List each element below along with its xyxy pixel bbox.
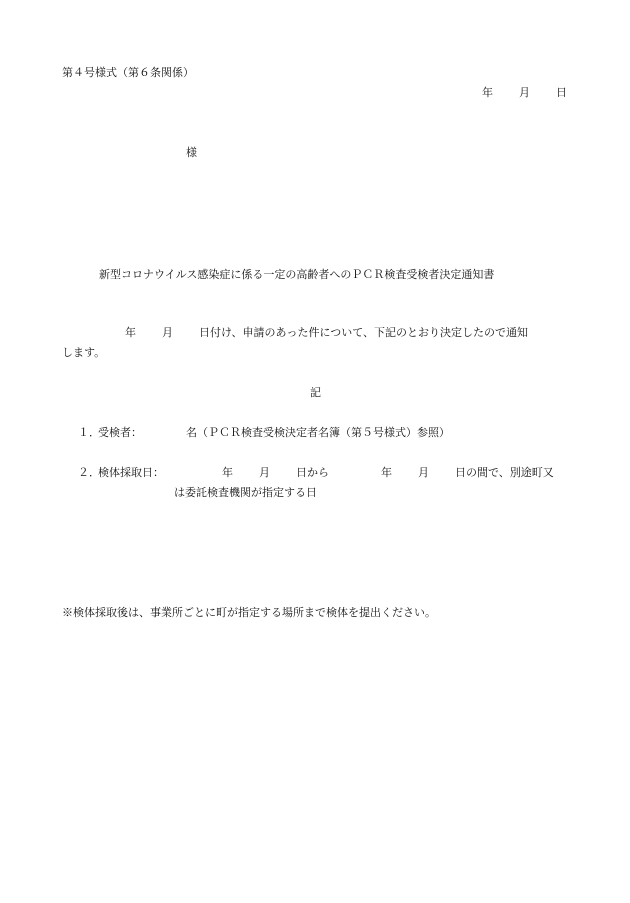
date-day-label: 日 bbox=[556, 86, 567, 99]
item2-from-day: 日から bbox=[296, 466, 329, 479]
item1-number: １． bbox=[78, 426, 100, 439]
date-year-label: 年 bbox=[482, 86, 493, 99]
date-month-label: 月 bbox=[519, 86, 530, 99]
body-line2: します。 bbox=[62, 346, 106, 359]
item2-from-year: 年 bbox=[222, 466, 233, 479]
document-title: 新型コロナウイルス感染症に係る一定の高齢者へのＰＣＲ検査受検者決定通知書 bbox=[99, 268, 495, 281]
body-line1: 日付け、申請のあった件について、下記のとおり決定したので通知 bbox=[199, 326, 529, 339]
item2-to-month: 月 bbox=[418, 466, 429, 479]
addressee-suffix: 様 bbox=[186, 146, 197, 159]
body-year-label: 年 bbox=[125, 326, 136, 339]
form-number: 第４号様式（第６条関係） bbox=[62, 66, 194, 79]
item2-from-month: 月 bbox=[259, 466, 270, 479]
item2-label: 検体採取日： bbox=[98, 466, 164, 479]
item2-to-day: 日の間で、別途町又 bbox=[455, 466, 554, 479]
ki-heading: 記 bbox=[310, 386, 321, 399]
item1-label: 受検者： bbox=[98, 426, 142, 439]
footer-note: ※検体採取後は、事業所ごとに町が指定する場所まで検体を提出ください。 bbox=[62, 606, 436, 619]
item1-text: 名（ＰＣＲ検査受検決定者名簿（第５号様式）参照） bbox=[186, 426, 450, 439]
item2-line2: は委託検査機関が指定する日 bbox=[174, 486, 317, 499]
body-month-label: 月 bbox=[162, 326, 173, 339]
item2-number: ２． bbox=[78, 466, 100, 479]
item2-to-year: 年 bbox=[381, 466, 392, 479]
